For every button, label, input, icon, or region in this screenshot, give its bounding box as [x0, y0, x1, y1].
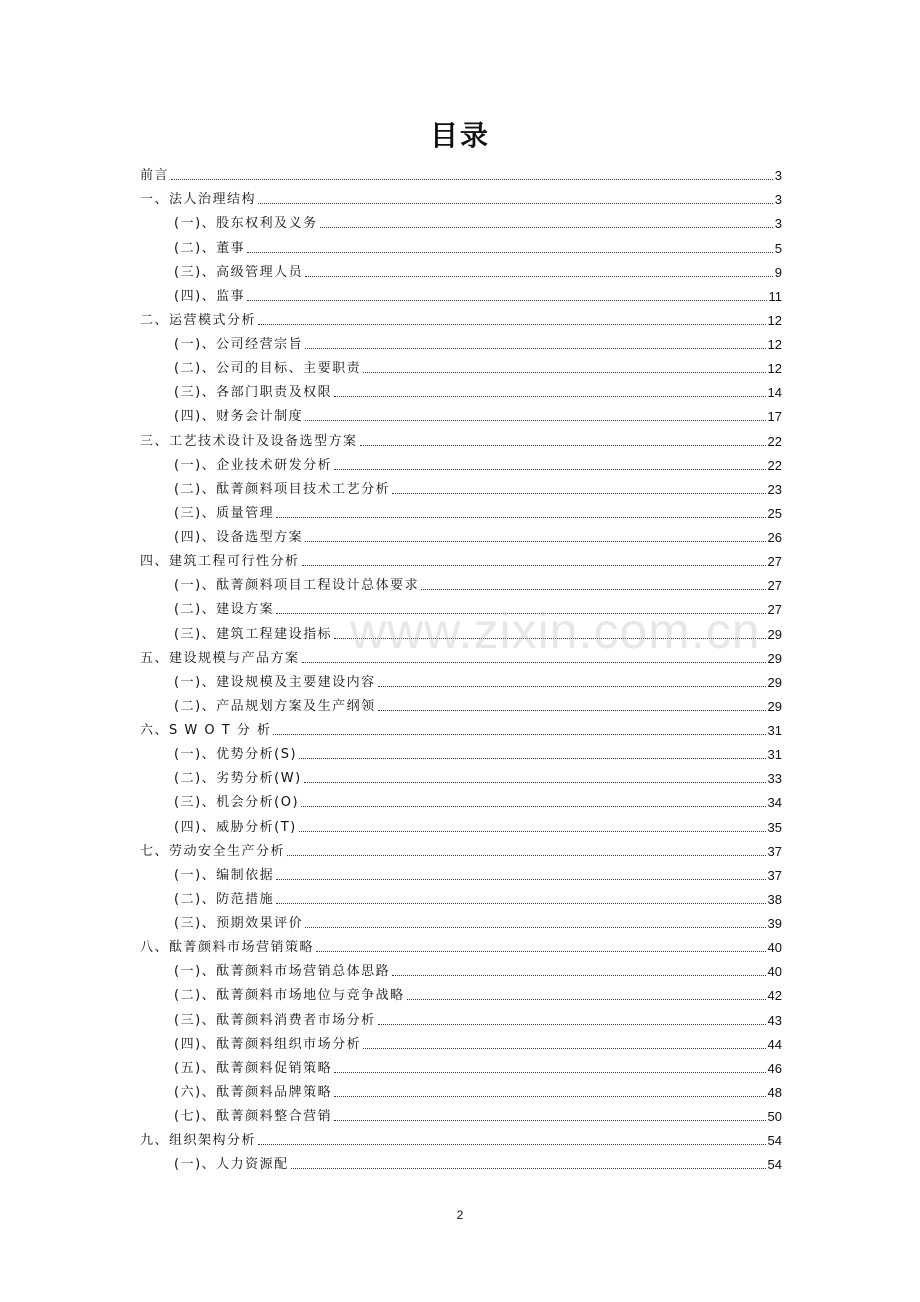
toc-leader-dots: [360, 444, 766, 446]
toc-leader-dots: [378, 685, 766, 687]
toc-entry[interactable]: [140, 1053, 782, 1077]
toc-entry-page: 27: [767, 578, 782, 594]
toc-entry-page: 29: [767, 626, 782, 642]
toc-entry[interactable]: [140, 860, 782, 884]
toc-entry-page: 25: [767, 505, 782, 521]
toc-entry-page: 50: [767, 1109, 782, 1124]
toc-entry[interactable]: [140, 184, 782, 208]
toc-entry-label: (二)、劣势分析(W): [174, 771, 302, 787]
toc-leader-dots: [378, 709, 766, 711]
toc-entry-page: 44: [767, 1036, 782, 1052]
toc-entry-page: 31: [767, 747, 782, 763]
toc-entry[interactable]: [140, 281, 782, 305]
toc-entry[interactable]: [140, 1029, 782, 1053]
toc-entry[interactable]: [140, 739, 782, 763]
toc-entry[interactable]: [140, 425, 782, 449]
toc-entry-label: (三)、酞菁颜料消费者市场分析: [174, 1012, 376, 1028]
toc-entry-page: 23: [767, 481, 782, 497]
toc-entry[interactable]: [140, 618, 782, 642]
toc-entry-page: 29: [767, 650, 782, 666]
toc-entry-page: 34: [767, 795, 782, 811]
toc-entry-page: 38: [767, 891, 782, 907]
toc-entry-page: 31: [767, 723, 782, 738]
toc-entry[interactable]: [140, 908, 782, 932]
toc-entry-page: 5: [774, 240, 782, 256]
toc-entry[interactable]: [140, 450, 782, 474]
toc-leader-dots: [334, 637, 765, 639]
toc-entry-page: 39: [767, 916, 782, 931]
toc-leader-dots: [276, 612, 765, 614]
toc-entry-label: 前言: [140, 168, 170, 184]
toc-entry[interactable]: [140, 763, 782, 787]
toc-entry-label: (五)、酞菁颜料促销策略: [174, 1060, 333, 1076]
toc-entry-page: 48: [767, 1084, 782, 1100]
toc-entry[interactable]: [140, 787, 782, 811]
toc-entry[interactable]: [140, 522, 782, 546]
toc-leader-dots: [276, 516, 765, 518]
toc-entry-label: (三)、各部门职责及权限: [174, 385, 333, 401]
toc-entry-page: 14: [767, 385, 782, 401]
toc-entry[interactable]: [140, 594, 782, 618]
toc-entry-label: (四)、财务会计制度: [174, 409, 304, 425]
toc-leader-dots: [334, 1119, 765, 1121]
toc-entry-label: 二、运营模式分析: [140, 312, 257, 328]
toc-entry-label: (一)、建设规模及主要建设内容: [174, 674, 376, 690]
toc-leader-dots: [305, 347, 765, 349]
toc-entry-label: (二)、产品规划方案及生产纲领: [174, 698, 376, 714]
toc-entry-label: (二)、酞菁颜料市场地位与竞争战略: [174, 988, 405, 1004]
toc-entry-label: 三、工艺技术设计及设备选型方案: [140, 433, 358, 449]
page-number: 2: [456, 1208, 464, 1222]
toc-entry-page: 40: [767, 940, 782, 956]
toc-leader-dots: [334, 1095, 765, 1097]
toc-leader-dots: [258, 1143, 766, 1145]
toc-entry[interactable]: [140, 208, 782, 232]
toc-entry-label: (二)、建设方案: [174, 602, 275, 618]
toc-entry-page: 29: [767, 698, 782, 714]
toc-entry-page: 3: [774, 216, 782, 232]
toc-entry[interactable]: [140, 474, 782, 498]
toc-entry[interactable]: [140, 546, 782, 570]
toc-entry[interactable]: [140, 1125, 782, 1149]
toc-leader-dots: [302, 661, 766, 663]
toc-entry-label: 一、法人治理结构: [140, 192, 257, 208]
toc-leader-dots: [392, 974, 765, 976]
toc-entry-page: 43: [767, 1012, 782, 1028]
toc-leader-dots: [299, 757, 765, 759]
toc-entry-label: 八、酞菁颜料市场营销策略: [140, 940, 315, 956]
toc-entry-label: (一)、人力资源配: [174, 1157, 289, 1173]
toc-entry[interactable]: [140, 1101, 782, 1125]
toc-entry-label: 七、劳动安全生产分析: [140, 843, 286, 859]
toc-leader-dots: [287, 854, 766, 856]
toc-entry[interactable]: [140, 1149, 782, 1173]
toc-leader-dots: [316, 950, 766, 952]
toc-entry[interactable]: [140, 329, 782, 353]
toc-entry-page: 17: [767, 409, 782, 425]
toc-entry-label: (一)、酞菁颜料项目工程设计总体要求: [174, 578, 420, 594]
toc-entry[interactable]: [140, 377, 782, 401]
toc-leader-dots: [305, 275, 773, 277]
toc-entry[interactable]: [140, 884, 782, 908]
toc-leader-dots: [334, 395, 765, 397]
toc-entry-label: (一)、编制依据: [174, 867, 275, 883]
toc-entry-label: (二)、董事: [174, 240, 246, 256]
toc-entry-page: 26: [767, 530, 782, 545]
toc-entry[interactable]: [140, 1077, 782, 1101]
toc-entry-page: 11: [768, 288, 782, 304]
toc-entry-page: 35: [767, 819, 782, 835]
toc-entry-page: 54: [767, 1133, 782, 1149]
toc-entry-label: 五、建设规模与产品方案: [140, 650, 300, 666]
toc-leader-dots: [305, 540, 765, 542]
toc-entry-label: (三)、建筑工程建设指标: [174, 626, 333, 642]
table-of-contents: [140, 160, 782, 1173]
toc-entry-label: 六、S W O T 分 析: [140, 723, 272, 738]
toc-entry-label: (二)、酞菁颜料项目技术工艺分析: [174, 481, 391, 497]
toc-entry-page: 27: [767, 602, 782, 618]
toc-entry[interactable]: [140, 932, 782, 956]
toc-entry[interactable]: [140, 305, 782, 329]
toc-entry-page: 12: [767, 337, 782, 352]
toc-entry[interactable]: [140, 691, 782, 715]
toc-leader-dots: [291, 1167, 766, 1169]
toc-entry-page: 42: [767, 988, 782, 1004]
toc-entry-label: (一)、股东权利及义务: [174, 216, 318, 232]
toc-entry[interactable]: [140, 980, 782, 1004]
toc-leader-dots: [276, 878, 765, 880]
toc-entry[interactable]: [140, 570, 782, 594]
toc-leader-dots: [258, 202, 773, 204]
toc-entry-label: (四)、监事: [174, 288, 246, 304]
toc-leader-dots: [407, 998, 766, 1000]
toc-entry-page: 3: [774, 168, 782, 184]
watermark: www.zixin.com.cn: [350, 603, 761, 659]
toc-entry[interactable]: [140, 1004, 782, 1028]
toc-entry-label: (三)、质量管理: [174, 505, 275, 521]
toc-entry-page: 9: [774, 264, 782, 280]
toc-leader-dots: [320, 226, 773, 228]
toc-entry[interactable]: [140, 401, 782, 425]
toc-leader-dots: [334, 468, 765, 470]
toc-leader-dots: [421, 588, 765, 590]
toc-entry-page: 37: [767, 843, 782, 859]
toc-leader-dots: [363, 1047, 765, 1049]
toc-leader-dots: [247, 299, 766, 301]
toc-leader-dots: [171, 178, 773, 180]
toc-entry-label: (三)、预期效果评价: [174, 916, 304, 931]
toc-entry[interactable]: [140, 498, 782, 522]
toc-entry[interactable]: [140, 353, 782, 377]
toc-entry-page: 29: [767, 674, 782, 690]
toc-entry-page: 46: [767, 1060, 782, 1076]
toc-leader-dots: [378, 1023, 766, 1025]
toc-entry-page: 3: [774, 192, 782, 208]
toc-entry[interactable]: [140, 667, 782, 691]
toc-leader-dots: [334, 1071, 765, 1073]
toc-entry-page: 22: [767, 433, 782, 449]
toc-entry-label: (七)、酞菁颜料整合营销: [174, 1109, 333, 1124]
toc-entry-label: (三)、高级管理人员: [174, 264, 304, 280]
toc-entry[interactable]: [140, 836, 782, 860]
toc-entry-label: (一)、优势分析(S): [174, 747, 298, 763]
toc-entry-page: 54: [767, 1157, 782, 1173]
toc-entry[interactable]: [140, 257, 782, 281]
toc-entry[interactable]: [140, 232, 782, 256]
toc-entry[interactable]: [140, 956, 782, 980]
toc-entry-label: (四)、设备选型方案: [174, 530, 304, 545]
toc-entry-label: (一)、企业技术研发分析: [174, 457, 333, 473]
toc-entry[interactable]: [140, 811, 782, 835]
page-title: 目录: [429, 119, 490, 152]
toc-entry[interactable]: [140, 160, 782, 184]
toc-leader-dots: [305, 926, 765, 928]
toc-leader-dots: [273, 733, 765, 735]
toc-leader-dots: [392, 492, 765, 494]
toc-entry-page: 33: [767, 771, 782, 787]
toc-leader-dots: [302, 564, 766, 566]
toc-entry-label: (二)、公司的目标、主要职责: [174, 361, 362, 377]
toc-entry-page: 40: [767, 964, 782, 980]
toc-leader-dots: [247, 251, 773, 253]
toc-entry-label: 四、建筑工程可行性分析: [140, 554, 300, 570]
toc-leader-dots: [276, 902, 765, 904]
toc-entry-label: (二)、防范措施: [174, 891, 275, 907]
toc-leader-dots: [305, 419, 765, 421]
toc-entry-page: 12: [767, 361, 782, 377]
toc-leader-dots: [301, 805, 766, 807]
toc-entry-label: (一)、公司经营宗旨: [174, 337, 304, 352]
toc-leader-dots: [258, 323, 766, 325]
toc-entry-label: (一)、酞菁颜料市场营销总体思路: [174, 964, 391, 980]
toc-entry-label: (三)、机会分析(O): [174, 795, 300, 811]
toc-entry-page: 27: [767, 554, 782, 570]
toc-entry-label: (四)、酞菁颜料组织市场分析: [174, 1036, 362, 1052]
toc-entry-page: 12: [767, 312, 782, 328]
toc-leader-dots: [299, 830, 766, 832]
toc-entry-page: 37: [767, 867, 782, 883]
toc-leader-dots: [363, 371, 765, 373]
toc-entry-page: 22: [767, 457, 782, 473]
toc-entry[interactable]: [140, 715, 782, 739]
toc-entry-label: (四)、威胁分析(T): [174, 819, 297, 835]
toc-entry-label: (六)、酞菁颜料品牌策略: [174, 1084, 333, 1100]
toc-entry[interactable]: [140, 643, 782, 667]
toc-leader-dots: [304, 781, 766, 783]
toc-entry-label: 九、组织架构分析: [140, 1133, 257, 1149]
